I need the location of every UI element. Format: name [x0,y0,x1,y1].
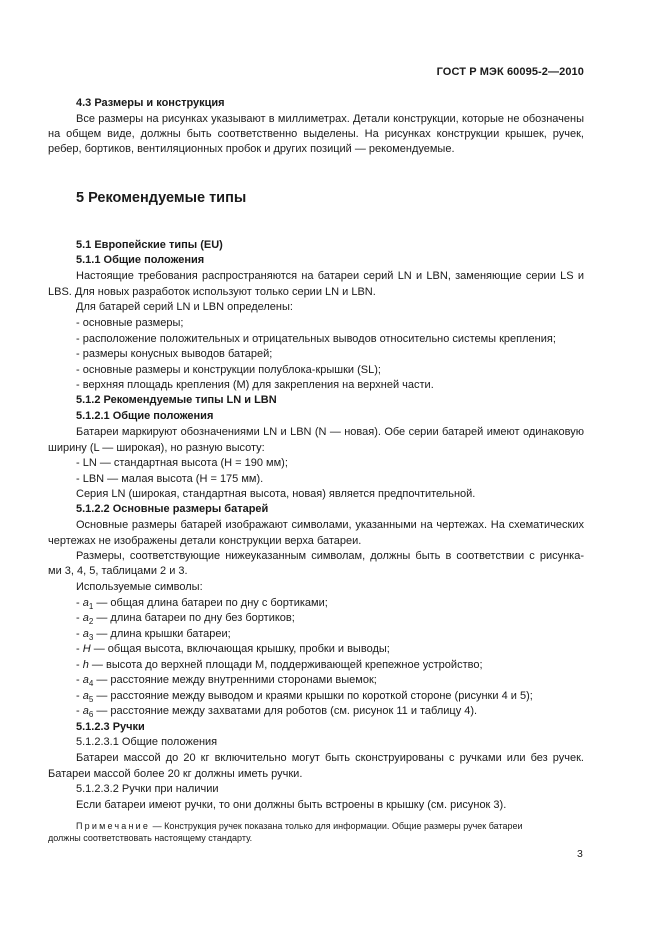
note-line: должны соответствовать настоящему стандарту. [48,833,253,843]
paragraph-line: Батареи массой до 20 кг включительно могут быть сконструированы с ручками или без ручек. [76,752,584,764]
paragraph-line: Серия LN (широкая, стандартная высота, новая) является предпочтительной. [76,488,476,500]
section-heading-5-1-2-2: 5.1.2.2 Основные размеры батарей [76,503,269,515]
list-item: - размеры конусных выводов батарей; [76,348,273,360]
subsection-heading-5-1-2-3-1: 5.1.2.3.1 Общие положения [76,736,218,748]
paragraph-line: ширину (L — широкая), но разную высоту: [48,442,265,454]
symbol: $a_6$ [82,705,94,720]
paragraph-line: ми 3, 4, 5, таблицами 2 и 3. [48,565,188,577]
section-heading-5-1-2: 5.1.2 Рекомендуемые типы LN и LBN [76,394,277,406]
symbol-list-item: - $a_4$ — расстояние между внутренними сторонами выемок; [76,674,377,689]
list-item: - LN — стандартная высота (H = 190 мм); [76,457,288,469]
symbol-list-item: - H — общая высота, включающая крышку, пробки и выводы; [76,643,390,655]
paragraph-line: на общем виде, должны быть соответственно выделены. На рисунках конструкции крышек, ручек, [48,128,584,140]
paragraph-line: LBS. Для новых разработок используют только серии LN и LBN. [48,286,376,298]
symbol-list-item: - $a_1$ — общая длина батареи по дну с бортиками; [76,597,328,612]
symbol: $a_5$ [82,690,94,705]
paragraph-line: Настоящие требования распространяются на батареи серий LN и LBN, заменяющие серии LS и [76,270,584,282]
symbol: $a_4$ [82,674,94,689]
section-heading-4-3: 4.3 Размеры и конструкция [76,97,225,109]
section-heading-5-1-1: 5.1.1 Общие положения [76,254,205,266]
subsection-heading-5-1-2-3-2: 5.1.2.3.2 Ручки при наличии [76,783,219,795]
symbol-list-item: - $a_2$ — длина батареи по дну без бортиков; [76,612,295,627]
paragraph-line: Если батареи имеют ручки, то они должны быть встроены в крышку (см. рисунок 3). [76,799,507,811]
paragraph-line: Батареи массой более 20 кг должны иметь ручки. [48,768,303,780]
section-heading-5-1-2-1: 5.1.2.1 Общие положения [76,410,214,422]
list-item: - верхняя площадь крепления (М) для закрепления на верхней части. [76,379,434,391]
chapter-title-5: 5 Рекомендуемые типы [76,190,247,206]
note-label: Примечание [76,821,151,831]
list-item: - основные размеры и конструкции полублока-крышки (SL); [76,364,381,376]
paragraph-line: Для батарей серий LN и LBN определены: [76,301,293,313]
symbol-list-item: - h — высота до верхней площади М, поддерживающей крепежное устройство; [76,659,483,671]
paragraph-line: Все размеры на рисунках указывают в миллиметрах. Детали конструкции, которые не обозначены [76,113,584,125]
symbol: h [82,659,89,671]
paragraph-line: Основные размеры батарей изображают символами, указанными на чертежах. На схематических [76,519,584,531]
paragraph-line: Батареи маркируют обозначениями LN и LBN (N — новая). Обе серии батарей имеют одинаковую [76,426,584,438]
symbol-list-item: - $a_5$ — расстояние между выводом и краями крышки по короткой стороне (рисунки 4 и 5); [76,690,533,705]
list-item: - LBN — малая высота (H = 175 мм). [76,473,264,485]
symbol: $a_2$ [82,612,94,627]
page-number: 3 [577,848,583,860]
note-line: Примечание — Конструкция ручек показана только для информации. Общие размеры ручек батареи [76,821,523,831]
document-header: ГОСТ Р МЭК 60095-2—2010 [436,66,584,78]
symbol: $a_1$ [82,597,94,612]
symbol: H [82,643,91,655]
paragraph-line: ребер, бортиков, вентиляционных пробок и других позиций — рекомендуемые. [48,143,455,155]
symbol-list-item: - $a_6$ — расстояние между захватами для роботов (см. рисунок 11 и таблицу 4). [76,705,478,720]
paragraph-line: чертежах не изображены детали конструкции верха батареи. [48,535,362,547]
section-heading-5-1: 5.1 Европейские типы (EU) [76,239,223,251]
paragraph-line: Размеры, соответствующие нижеуказанным символам, должны быть в соответствии с рисунка- [76,550,584,562]
list-item: - расположение положительных и отрицательных выводов относительно системы крепления; [76,333,556,345]
section-heading-5-1-2-3: 5.1.2.3 Ручки [76,721,145,733]
symbol: $a_3$ [82,628,94,643]
symbol-list-item: - $a_3$ — длина крышки батареи; [76,628,231,643]
paragraph-line: Используемые символы: [76,581,203,593]
list-item: - основные размеры; [76,317,184,329]
